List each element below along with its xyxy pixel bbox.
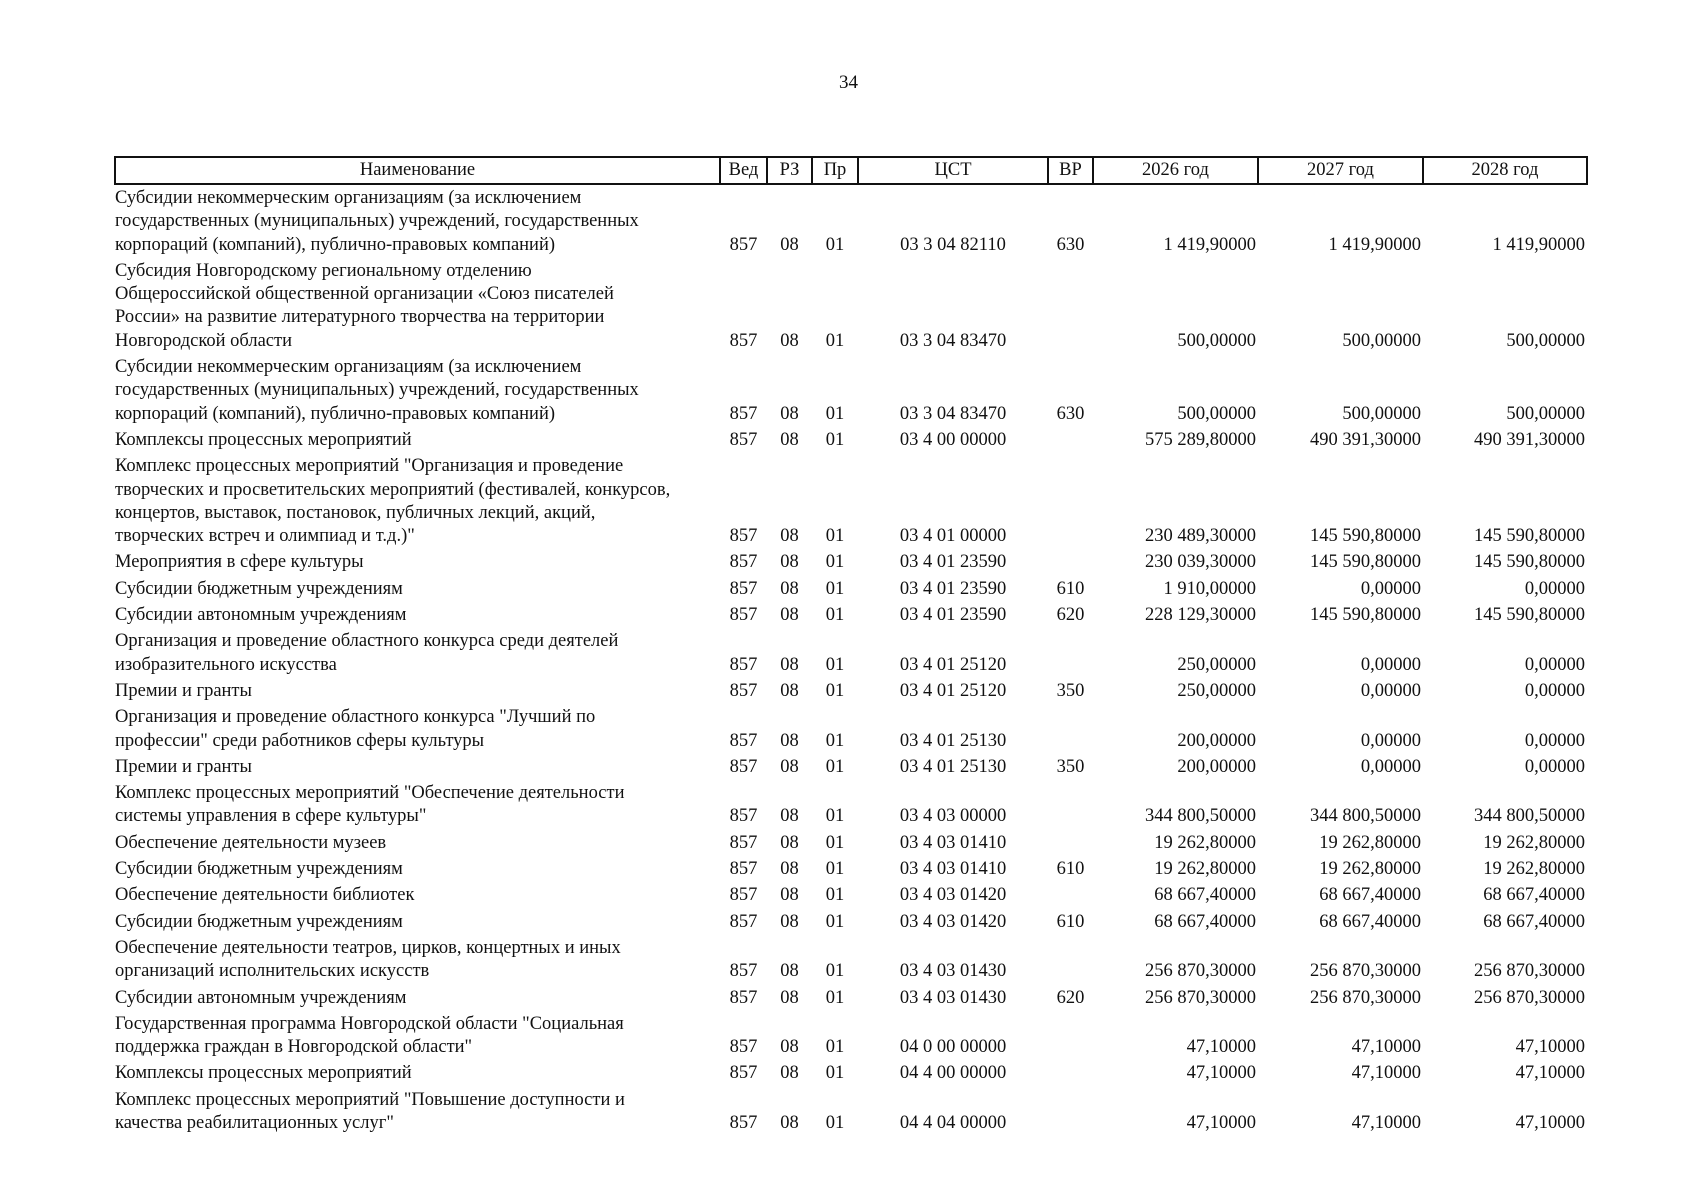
cell-rz: 08 <box>780 806 799 827</box>
cell-pr: 01 <box>825 730 845 751</box>
cell-2027: 145 590,80000 <box>1310 605 1421 626</box>
cell-2026: 250,00000 <box>1177 680 1256 701</box>
cell-ved: 857 <box>729 756 758 777</box>
cell-ved: 857 <box>729 885 758 906</box>
cell-cst: 03 4 03 01420 <box>899 885 1007 906</box>
cell-rz: 08 <box>780 578 799 599</box>
cell-vr <box>1048 551 1093 577</box>
cell-pr: 01 <box>825 526 845 547</box>
cell-2026: 230 489,30000 <box>1145 526 1256 547</box>
cell-2027: 1 419,90000 <box>1328 234 1421 255</box>
cell-rz: 08 <box>780 1037 799 1058</box>
cell-2026: 256 870,30000 <box>1145 961 1256 982</box>
cell-name <box>115 578 720 604</box>
cell-2026: 1 419,90000 <box>1163 234 1256 255</box>
cell-name <box>115 455 720 551</box>
cell-vr <box>1048 1062 1093 1088</box>
name-line: Обеспечение деятельности театров, цирков, концертных и иных <box>115 937 621 958</box>
table-row <box>115 1089 1587 1139</box>
cell-rz: 08 <box>780 234 799 255</box>
name-line: Комплекс процессных мероприятий "Повышение доступности и <box>115 1089 625 1110</box>
cell-cst: 03 4 03 01420 <box>899 911 1007 932</box>
cell-cst: 03 4 03 00000 <box>899 806 1007 827</box>
cell-2026: 228 129,30000 <box>1145 605 1256 626</box>
cell-2027: 500,00000 <box>1342 330 1421 351</box>
cell-rz: 08 <box>780 756 799 777</box>
cell-pr: 01 <box>825 756 845 777</box>
cell-cst: 03 4 01 00000 <box>899 526 1007 547</box>
name-line: Новгородской области <box>115 330 292 351</box>
cell-2027: 0,00000 <box>1360 756 1421 777</box>
cell-rz: 08 <box>780 730 799 751</box>
cell-2027: 256 870,30000 <box>1310 987 1421 1008</box>
cell-2028: 19 262,80000 <box>1483 832 1585 853</box>
cell-ved: 857 <box>729 403 758 424</box>
name-line: концертов, выставок, постановок, публичных лекций, акций, <box>115 502 596 523</box>
cell-2027: 47,10000 <box>1351 1063 1421 1084</box>
cell-cst: 03 4 01 25130 <box>899 756 1007 777</box>
cell-2026: 230 039,30000 <box>1145 552 1256 573</box>
header-row <box>115 157 1587 184</box>
cell-pr: 01 <box>825 1037 845 1058</box>
cell-ved: 857 <box>729 1037 758 1058</box>
name-line: Общероссийской общественной организации «Союз писателей <box>115 284 614 305</box>
cell-rz: 08 <box>780 403 799 424</box>
cell-rz: 08 <box>780 1063 799 1084</box>
cell-cst: 03 4 01 23590 <box>899 578 1007 599</box>
cell-cst: 03 4 01 23590 <box>899 605 1007 626</box>
cell-cst: 03 4 01 23590 <box>899 552 1007 573</box>
cell-2028: 256 870,30000 <box>1474 961 1585 982</box>
cell-2027: 344 800,50000 <box>1310 806 1421 827</box>
table-row <box>115 604 1587 630</box>
header-cst: ЦСТ <box>858 157 1048 184</box>
table-row <box>115 356 1587 429</box>
cell-2028: 19 262,80000 <box>1483 859 1585 880</box>
cell-cst: 04 4 00 00000 <box>899 1063 1007 1084</box>
cell-vr <box>1048 455 1093 551</box>
cell-2026: 200,00000 <box>1177 756 1256 777</box>
cell-name <box>115 832 720 858</box>
name-line: Комплексы процессных мероприятий <box>115 1063 412 1084</box>
cell-pr: 01 <box>825 680 845 701</box>
name-line: Обеспечение деятельности музеев <box>115 832 387 853</box>
name-line: поддержка граждан в Новгородской области" <box>115 1037 473 1058</box>
cell-ved: 857 <box>729 330 758 351</box>
cell-2027: 490 391,30000 <box>1310 429 1421 450</box>
cell-2026: 68 667,40000 <box>1154 911 1256 932</box>
cell-2028: 0,00000 <box>1524 680 1585 701</box>
cell-ved: 857 <box>729 429 758 450</box>
cell-2026: 256 870,30000 <box>1145 987 1256 1008</box>
table-row <box>115 578 1587 604</box>
cell-name <box>115 782 720 832</box>
cell-name <box>115 184 720 260</box>
table-row <box>115 858 1587 884</box>
cell-pr: 01 <box>825 605 845 626</box>
table-row <box>115 987 1587 1013</box>
table-row <box>115 551 1587 577</box>
cell-2027: 256 870,30000 <box>1310 961 1421 982</box>
cell-pr: 01 <box>825 234 845 255</box>
name-line: Субсидии некоммерческим организациям (за исключением <box>115 188 582 208</box>
name-line: государственных (муниципальных) учреждений, государственных <box>115 380 639 401</box>
name-line: организаций исполнительских искусств <box>115 961 430 982</box>
name-line: системы управления в сфере культуры" <box>115 806 427 827</box>
cell-ved: 857 <box>729 911 758 932</box>
table-row <box>115 429 1587 455</box>
table-row <box>115 756 1587 782</box>
cell-cst: 04 4 04 00000 <box>899 1112 1007 1133</box>
table-row <box>115 706 1587 756</box>
cell-ved: 857 <box>729 961 758 982</box>
cell-rz: 08 <box>780 526 799 547</box>
cell-2026: 47,10000 <box>1186 1037 1256 1058</box>
cell-ved: 857 <box>729 552 758 573</box>
name-line: Мероприятия в сфере культуры <box>115 552 364 573</box>
cell-rz: 08 <box>780 654 799 675</box>
cell-vr <box>1048 782 1093 832</box>
cell-2026: 19 262,80000 <box>1154 859 1256 880</box>
cell-pr: 01 <box>825 961 845 982</box>
cell-pr: 01 <box>825 552 845 573</box>
cell-name <box>115 1089 720 1139</box>
cell-ved: 857 <box>729 987 758 1008</box>
name-line: Государственная программа Новгородской области "Социальная <box>115 1013 624 1034</box>
table-row <box>115 184 1587 260</box>
header-vr: ВР <box>1048 157 1093 184</box>
cell-2026: 250,00000 <box>1177 654 1256 675</box>
cell-name <box>115 260 720 356</box>
name-line: Субсидии бюджетным учреждениям <box>115 578 403 599</box>
page-number: 34 <box>839 72 858 93</box>
cell-vr <box>1048 260 1093 356</box>
cell-rz: 08 <box>780 429 799 450</box>
table-row <box>115 782 1587 832</box>
cell-name <box>115 630 720 680</box>
cell-2026: 47,10000 <box>1186 1112 1256 1133</box>
cell-rz: 08 <box>780 961 799 982</box>
cell-2028: 68 667,40000 <box>1483 911 1585 932</box>
cell-ved: 857 <box>729 605 758 626</box>
cell-2027: 47,10000 <box>1351 1037 1421 1058</box>
cell-cst: 03 4 03 01430 <box>899 961 1007 982</box>
cell-cst: 03 4 03 01410 <box>899 859 1007 880</box>
cell-rz: 08 <box>780 832 799 853</box>
cell-name <box>115 756 720 782</box>
name-line: России» на развитие литературного творчества на территории <box>115 307 605 328</box>
table-row <box>115 937 1587 987</box>
cell-name <box>115 356 720 429</box>
table-body <box>115 184 1587 1138</box>
header-ved: Вед <box>720 157 767 184</box>
name-line: творческих и просветительских мероприятий (фестивалей, конкурсов, <box>115 479 671 500</box>
cell-rz: 08 <box>780 605 799 626</box>
cell-cst: 03 3 04 83470 <box>899 330 1007 351</box>
cell-cst: 03 4 01 25130 <box>899 730 1007 751</box>
cell-cst: 04 0 00 00000 <box>899 1037 1007 1058</box>
cell-2028: 68 667,40000 <box>1483 885 1585 906</box>
name-line: Премии и гранты <box>115 756 252 777</box>
cell-name <box>115 858 720 884</box>
cell-pr: 01 <box>825 578 845 599</box>
name-line: профессии" среди работников сферы культуры <box>115 730 485 751</box>
cell-rz: 08 <box>780 680 799 701</box>
cell-2026: 575 289,80000 <box>1145 429 1256 450</box>
cell-vr: 610 <box>1056 859 1085 880</box>
name-line: Субсидия Новгородскому региональному отделению <box>115 260 532 281</box>
cell-name <box>115 604 720 630</box>
cell-ved: 857 <box>729 806 758 827</box>
cell-pr: 01 <box>825 1063 845 1084</box>
header-2028: 2028 год <box>1423 157 1587 184</box>
cell-2027: 145 590,80000 <box>1310 552 1421 573</box>
cell-cst: 03 3 04 82110 <box>900 234 1006 255</box>
budget-table <box>114 156 1588 1138</box>
cell-pr: 01 <box>825 654 845 675</box>
cell-cst: 03 4 03 01430 <box>899 987 1007 1008</box>
cell-2028: 0,00000 <box>1524 578 1585 599</box>
cell-2028: 0,00000 <box>1524 756 1585 777</box>
cell-name <box>115 1062 720 1088</box>
cell-pr: 01 <box>825 987 845 1008</box>
cell-rz: 08 <box>780 859 799 880</box>
cell-name <box>115 706 720 756</box>
table-row <box>115 832 1587 858</box>
cell-pr: 01 <box>825 806 845 827</box>
cell-2026: 200,00000 <box>1177 730 1256 751</box>
cell-pr: 01 <box>825 832 845 853</box>
header-name: Наименование <box>115 157 720 184</box>
cell-pr: 01 <box>825 403 845 424</box>
name-line: Комплекс процессных мероприятий "Организация и проведение <box>115 456 624 477</box>
cell-2027: 500,00000 <box>1342 403 1421 424</box>
cell-cst: 03 4 03 01410 <box>899 832 1007 853</box>
cell-vr: 630 <box>1056 403 1085 424</box>
cell-name <box>115 429 720 455</box>
cell-2026: 500,00000 <box>1177 403 1256 424</box>
cell-vr: 620 <box>1056 987 1085 1008</box>
cell-cst: 03 4 01 25120 <box>899 654 1007 675</box>
table-row <box>115 680 1587 706</box>
cell-ved: 857 <box>729 680 758 701</box>
cell-2027: 19 262,80000 <box>1319 832 1421 853</box>
name-line: Комплексы процессных мероприятий <box>115 429 412 450</box>
cell-rz: 08 <box>780 911 799 932</box>
cell-2028: 0,00000 <box>1524 654 1585 675</box>
cell-2028: 145 590,80000 <box>1474 552 1585 573</box>
cell-pr: 01 <box>825 911 845 932</box>
cell-cst: 03 4 01 25120 <box>899 680 1007 701</box>
cell-2028: 47,10000 <box>1515 1112 1585 1133</box>
cell-2028: 0,00000 <box>1524 730 1585 751</box>
cell-ved: 857 <box>729 859 758 880</box>
cell-2028: 256 870,30000 <box>1474 987 1585 1008</box>
name-line: корпораций (компаний), публично-правовых компаний) <box>115 403 556 424</box>
cell-2026: 1 910,00000 <box>1163 578 1256 599</box>
header-2026: 2026 год <box>1093 157 1258 184</box>
cell-2026: 344 800,50000 <box>1145 806 1256 827</box>
name-line: творческих встреч и олимпиад и т.д.)" <box>115 526 415 547</box>
cell-ved: 857 <box>729 234 758 255</box>
cell-2026: 500,00000 <box>1177 330 1256 351</box>
cell-2026: 19 262,80000 <box>1154 832 1256 853</box>
cell-ved: 857 <box>729 578 758 599</box>
cell-2027: 68 667,40000 <box>1319 911 1421 932</box>
name-line: Премии и гранты <box>115 680 252 701</box>
name-line: корпораций (компаний), публично-правовых компаний) <box>115 234 556 255</box>
cell-rz: 08 <box>780 330 799 351</box>
cell-ved: 857 <box>729 1063 758 1084</box>
cell-pr: 01 <box>825 859 845 880</box>
cell-pr: 01 <box>825 885 845 906</box>
cell-pr: 01 <box>825 330 845 351</box>
cell-2027: 0,00000 <box>1360 578 1421 599</box>
cell-rz: 08 <box>780 552 799 573</box>
cell-vr: 350 <box>1056 680 1085 701</box>
cell-2028: 344 800,50000 <box>1474 806 1585 827</box>
table-row <box>115 260 1587 356</box>
cell-ved: 857 <box>729 1112 758 1133</box>
name-line: качества реабилитационных услуг" <box>115 1112 394 1133</box>
cell-vr: 630 <box>1056 234 1085 255</box>
cell-cst: 03 4 00 00000 <box>899 429 1007 450</box>
table-header <box>115 157 1587 184</box>
cell-name <box>115 1013 720 1063</box>
cell-name <box>115 884 720 910</box>
cell-2028: 500,00000 <box>1506 403 1585 424</box>
header-rz: РЗ <box>767 157 812 184</box>
cell-vr: 610 <box>1056 578 1085 599</box>
cell-pr: 01 <box>825 429 845 450</box>
cell-rz: 08 <box>780 1112 799 1133</box>
cell-vr <box>1048 937 1093 987</box>
cell-vr: 610 <box>1056 911 1085 932</box>
cell-vr <box>1048 630 1093 680</box>
cell-2027: 47,10000 <box>1351 1112 1421 1133</box>
cell-ved: 857 <box>729 832 758 853</box>
cell-vr <box>1048 1089 1093 1139</box>
name-line: Субсидии некоммерческим организациям (за исключением <box>115 357 582 378</box>
cell-2026: 68 667,40000 <box>1154 885 1256 906</box>
cell-vr: 350 <box>1056 756 1085 777</box>
cell-2027: 0,00000 <box>1360 680 1421 701</box>
name-line: Организация и проведение областного конкурса среди деятелей <box>115 631 619 652</box>
cell-2027: 145 590,80000 <box>1310 526 1421 547</box>
table-row <box>115 1013 1587 1063</box>
cell-2026: 47,10000 <box>1186 1063 1256 1084</box>
cell-vr <box>1048 706 1093 756</box>
cell-ved: 857 <box>729 654 758 675</box>
cell-vr: 620 <box>1056 605 1085 626</box>
name-line: Организация и проведение областного конкурса "Лучший по <box>115 707 596 728</box>
cell-2028: 490 391,30000 <box>1474 429 1585 450</box>
cell-ved: 857 <box>729 526 758 547</box>
table-row <box>115 455 1587 551</box>
table-row <box>115 911 1587 937</box>
name-line: Обеспечение деятельности библиотек <box>115 885 415 906</box>
cell-2028: 47,10000 <box>1515 1063 1585 1084</box>
cell-2027: 68 667,40000 <box>1319 885 1421 906</box>
name-line: Субсидии автономным учреждениям <box>115 987 407 1008</box>
cell-name <box>115 987 720 1013</box>
cell-2028: 1 419,90000 <box>1492 234 1585 255</box>
cell-vr <box>1048 884 1093 910</box>
name-line: Комплекс процессных мероприятий "Обеспечение деятельности <box>115 783 625 804</box>
table-row <box>115 630 1587 680</box>
name-line: Субсидии автономным учреждениям <box>115 605 407 626</box>
header-pr: Пр <box>812 157 858 184</box>
cell-2027: 0,00000 <box>1360 654 1421 675</box>
cell-vr <box>1048 832 1093 858</box>
cell-2028: 47,10000 <box>1515 1037 1585 1058</box>
cell-2027: 19 262,80000 <box>1319 859 1421 880</box>
cell-cst: 03 3 04 83470 <box>899 403 1007 424</box>
cell-vr <box>1048 429 1093 455</box>
cell-2028: 500,00000 <box>1506 330 1585 351</box>
cell-name <box>115 911 720 937</box>
table-row <box>115 1062 1587 1088</box>
cell-2028: 145 590,80000 <box>1474 605 1585 626</box>
name-line: государственных (муниципальных) учреждений, государственных <box>115 211 639 232</box>
cell-vr <box>1048 1013 1093 1063</box>
cell-name <box>115 937 720 987</box>
table-row <box>115 884 1587 910</box>
name-line: изобразительного искусства <box>115 654 337 675</box>
cell-pr: 01 <box>825 1112 845 1133</box>
cell-rz: 08 <box>780 885 799 906</box>
name-line: Субсидии бюджетным учреждениям <box>115 911 403 932</box>
cell-rz: 08 <box>780 987 799 1008</box>
name-line: Субсидии бюджетным учреждениям <box>115 859 403 880</box>
cell-2027: 0,00000 <box>1360 730 1421 751</box>
cell-name <box>115 680 720 706</box>
cell-2028: 145 590,80000 <box>1474 526 1585 547</box>
header-2027: 2027 год <box>1258 157 1423 184</box>
cell-ved: 857 <box>729 730 758 751</box>
cell-name <box>115 551 720 577</box>
